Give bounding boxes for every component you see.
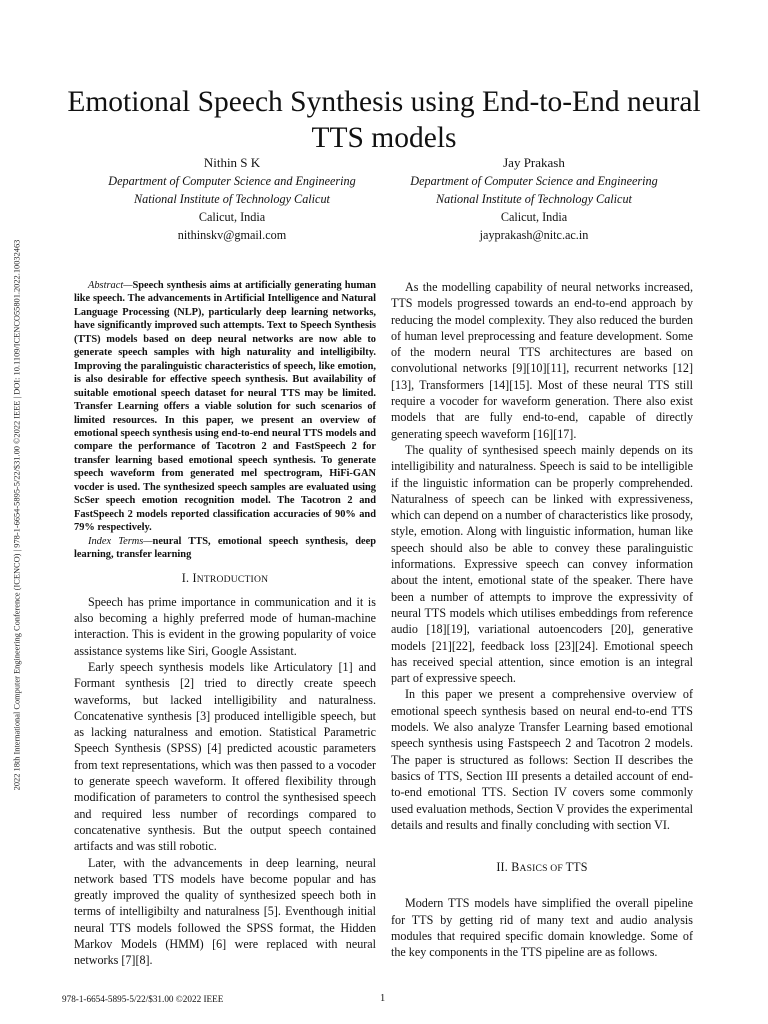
body-paragraph: Early speech synthesis models like Articulatory [1] and Formant synthesis [2] tried to directly create speech waveforms, but lacked intelligibility and naturalness. Concatenative synthesis [3] produced intelligible speech, but as lacking naturalness and emotion. Statistical Parametric Speech Synthesis (SPSS) [4] predicted acoustic parameters from text representations, which was then passed to a vocoder to generate speech waveform. It offered flexibility through modification of parameters to control the synthesised speech and required less number of recordings compared to concatenative synthesis. But the output speech contained artifacts and was still robotic. [74,660,376,854]
section-title-rest: NTRODUCTION [196,573,269,585]
author-name: Nithin S K [203,155,261,170]
abstract [74,279,376,535]
author-block-2 [384,154,684,244]
section-numeral: I. [181,570,193,585]
abstract-text: Speech synthesis aims at artificially generating human like speech. The advancements in Artificial Intelligence and Natural Language Processing (NLP), particularly deep learning networks, have significantly improved such attempts. Text to Speech Synthesis (TTS) models based on deep neural networks are now able to generate speech samples with high naturality and intelligibilty. Improving the paralinguistic characteristics of speech, like emotion, is also desirable for effective speech synthesis. But availability of suitable emotional speech dataset for neural TTS may be limited. Transfer Learning offers a viable solution for such scenarios of limited resources. In this paper, we present an overview of emotional speech synthesis using end-to-end neural TTS models and compare the performance of Tacotron 2 and FastSpeech 2 for transfer learning based emotional speech synthesis. To generate speech waveform from generated mel spectrogram, HiFi-GAN vocder is used. The synthesized speech samples are evaluated using ScSer speech emotion recognition model. The Tacotron 2 and FastSpeech 2 models reported classification accuracies of 90% and 79% respectively. [74,280,376,534]
body-paragraph: Later, with the advancements in deep learning, neural network based TTS models have become popular and has greatly improved the quality of synthesized speech both in terms of intelligibilty and naturalness [5]. Eventhough initial neural TTS models followed the SPSS format, the Hidden Markov Models (HMM) [6] were replaced with neural networks [7][8]. [74,855,376,968]
conference-sidebar [8,170,26,860]
author-location: Calicut, India [198,210,266,224]
author-institute: National Institute of Technology Calicut [436,192,632,206]
body-paragraph: The quality of synthesised speech mainly depends on its intelligibility and naturalness. Speech is said to be intelligible if the linguistic information can be properly comprehended. Naturalness of speech can be linked with expressiveness, which can depend on a number of characteristics like prosody, style, emotion. Along with linguistic information, human like speech should also be able to convey these paralinguistic informations. Expressive speech can convey information about the intent, emotional state of the speaker. There have been a number of attempts to improve the expressivity of neural TTS models which utilises embeddings from reference audio [18][19], variational autoencoders [20], generative models [21][22], feedback loss [23][24]. Emotional speech has received special attention, since emotion is an integral part of expressive speech. [391,442,693,686]
body-paragraph: As the modelling capability of neural networks increased, TTS models progressed towards an end-to-end approach by reducing the model complexity. They also reduced the burden of human level preprocessing and feature development. Some of the modern neural TTS architectures are based on convolutional networks [9][10][11], recurrent networks [12][13], Transformers [14][15]. Most of these neural TTS still require a vocoder for waveform generation. There also exist models that are fully end-to-end, capable of directly generating speech waveform [16][17]. [391,280,693,441]
index-terms-label: Index Terms— [88,535,153,547]
paper-title: Emotional Speech Synthesis using End-to-End neural TTS models [67,85,701,154]
index-terms-text: neural TTS, emotional speech synthesis, deep learning, transfer learning [74,535,376,561]
author-department: Department of Computer Science and Engineering [108,174,356,188]
section-initial: I [192,570,197,585]
author-location: Calicut, India [500,210,568,224]
author-institute: National Institute of Technology Calicut [134,192,330,206]
right-column [391,279,693,961]
body-paragraph: In this paper we present a comprehensive overview of emotional speech synthesis based on neural end-to-end TTS models. We also analyze Transfer Learning based emotional speech synthesis using Fastspeech 2 and Tacotron 2 models. The paper is structured as follows: Section II describes the basics of TTS, Section III presents a detailed account of end-to-end emotional TTS. Section IV covers some commonly used evaluation methods, Section V provides the experimental details and results and finally concluding with section VI. [391,687,693,832]
section-initial: B [511,860,520,875]
abstract-label: Abstract— [88,280,133,291]
section-numeral: II. [496,860,512,875]
body-paragraph: Speech has prime importance in communication and it is also becoming a highly preferred mode of human-machine interaction. This is evident in the growing popularity of voice assistance systems like Siri, Google Assistant. [74,594,376,658]
author-department: Department of Computer Science and Engineering [410,174,658,188]
section-heading-introduction [74,570,376,588]
conference-sidebar-text: 2022 18th International Computer Engineering Conference (ICENCO) | 978-1-6654-5895-5/22/$31.00 ©2022 IEEE | DOI: 10.1109/ICENCO55801.2022.10032463 [12,239,22,791]
author-name: Jay Prakash [503,155,565,170]
author-email: jayprakash@nitc.ac.in [479,228,589,242]
author-email: nithinskv@gmail.com [177,228,287,242]
page-number: 1 [380,993,386,1004]
body-paragraph: Modern TTS models have simplified the overall pipeline for TTS by getting rid of many text and audio analysis modules that required specific domain knowledge. Some of the key components in the TTS pipeline are as follows. [391,896,693,960]
section-title-rest: ASICS OF [519,863,566,875]
footer-copyright: 978-1-6654-5895-5/22/$31.00 ©2022 IEEE [62,994,224,1004]
index-terms [74,535,376,562]
section-heading-basics-of-tts [391,859,693,877]
author-block-1 [82,154,382,244]
section-title-tail: TTS [565,860,588,875]
left-column [74,279,376,969]
